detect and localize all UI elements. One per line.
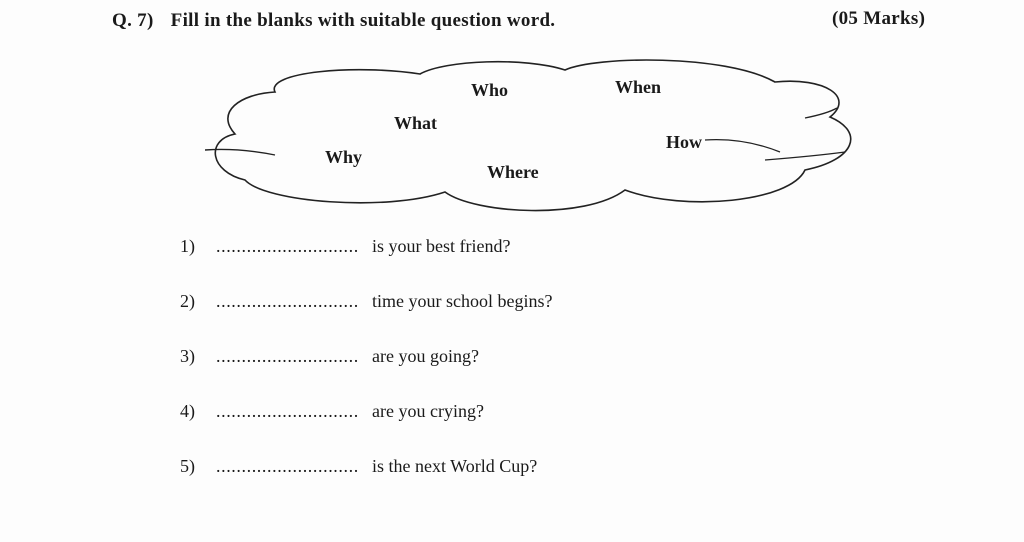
item-text: are you crying? [372, 401, 484, 421]
answer-blank[interactable]: ............................ [216, 291, 359, 311]
answer-blank[interactable]: ............................ [216, 236, 359, 256]
word-who: Who [471, 80, 509, 100]
item-number: 2) [180, 291, 195, 311]
word-when: When [615, 77, 662, 97]
item-text: is the next World Cup? [372, 456, 538, 476]
answer-blank[interactable]: ............................ [216, 456, 359, 476]
answer-blank[interactable]: ............................ [216, 401, 359, 421]
word-where: Where [487, 162, 539, 182]
word-why: Why [325, 147, 363, 167]
item-number: 1) [180, 236, 195, 256]
item-number: 4) [180, 401, 195, 421]
word-cloud [205, 52, 865, 217]
question-header [112, 10, 555, 32]
question-number: Q. 7) [112, 10, 154, 31]
item-number: 5) [180, 456, 195, 476]
item-text: time your school begins? [372, 291, 553, 311]
item-text: are you going? [372, 346, 479, 366]
question-instruction: Fill in the blanks with suitable question word. [170, 10, 556, 31]
item-number: 3) [180, 346, 195, 366]
answer-blank[interactable]: ............................ [216, 346, 359, 366]
word-how: How [666, 132, 702, 152]
item-text: is your best friend? [372, 236, 511, 256]
word-what: What [394, 113, 438, 133]
question-marks: (05 Marks) [832, 8, 926, 29]
cloud-outline [205, 52, 865, 217]
